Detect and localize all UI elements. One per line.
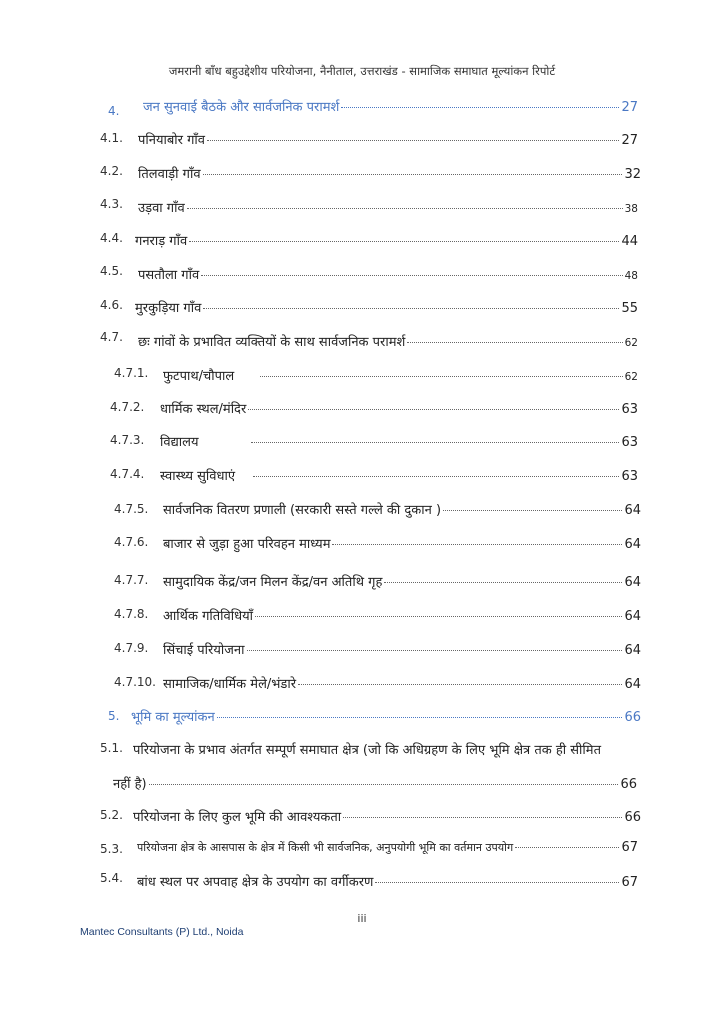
leader-dots (255, 616, 622, 617)
toc-title-continuation: नहीं है) (113, 777, 147, 792)
toc-number: 4.7.1. (114, 366, 149, 380)
leader-dots (247, 650, 623, 651)
toc-title: मुरकुड़िया गाँव (135, 301, 202, 316)
toc-entry[interactable] (163, 572, 641, 590)
toc-title: बाजार से जुड़ा हुआ परिवहन माध्यम (163, 537, 331, 552)
toc-page: 67 (621, 840, 638, 855)
toc-number: 4.7.3. (110, 433, 145, 447)
toc-page: 64 (624, 575, 641, 590)
toc-number: 4.7.2. (110, 400, 145, 414)
toc-entry[interactable] (138, 164, 641, 182)
leader-dots (248, 409, 619, 410)
toc-title: जन सुनवाई बैठके और सार्वजनिक परामर्श (143, 100, 340, 115)
toc-page: 63 (621, 435, 638, 450)
toc-entry[interactable] (135, 231, 638, 249)
toc-title: फुटपाथ/चौपाल (163, 369, 235, 384)
toc-title: धार्मिक स्थल/मंदिर (160, 402, 247, 417)
toc-title: पनियाबोर गाँव (138, 133, 206, 148)
toc-page: 63 (621, 402, 638, 417)
leader-dots (251, 442, 620, 443)
leader-dots (515, 847, 619, 848)
page-number: iii (357, 912, 367, 925)
toc-entry-continuation[interactable] (113, 774, 637, 792)
toc-title: सिंचाई परियोजना (163, 643, 245, 658)
toc-number: 4.2. (100, 164, 123, 178)
toc-page: 64 (624, 503, 641, 518)
leader-dots (203, 308, 619, 309)
leader-dots (375, 882, 619, 883)
toc-number: 4.7.6. (114, 535, 149, 549)
leader-dots (384, 582, 622, 583)
toc-page: 62 (624, 371, 638, 383)
toc-page: 67 (621, 875, 638, 890)
toc-title: पसतौला गाँव (138, 268, 200, 283)
toc-entry[interactable] (160, 399, 638, 417)
toc-number: 4.6. (100, 298, 123, 312)
leader-dots (298, 684, 622, 685)
toc-entry[interactable] (143, 97, 638, 115)
toc-title: छः गांवों के प्रभावित व्यक्तियों के साथ सार्वजनिक परामर्श (138, 335, 406, 350)
toc-page: 66 (624, 710, 641, 725)
toc-title: भूमि का मूल्यांकन (131, 710, 215, 725)
toc-entry[interactable] (163, 674, 641, 692)
toc-title[interactable]: परियोजना के प्रभाव अंतर्गत सम्पूर्ण समाघात क्षेत्र (जो कि अधिग्रहण के लिए भूमि क्षेत्र तक ही सीमित (133, 743, 601, 758)
toc-page: 55 (621, 301, 638, 316)
toc-entry[interactable] (138, 265, 638, 283)
toc-entry[interactable] (133, 807, 641, 825)
toc-entry[interactable] (138, 130, 638, 148)
toc-entry[interactable] (163, 534, 641, 552)
toc-page: 64 (624, 643, 641, 658)
leader-dots (149, 784, 619, 785)
toc-title: गनराड़ गाँव (135, 234, 188, 249)
leader-dots (203, 174, 623, 175)
toc-number: 4.4. (100, 231, 123, 245)
toc-entry[interactable] (138, 198, 638, 216)
toc-entry[interactable] (163, 366, 638, 384)
leader-dots (260, 376, 622, 377)
toc-number: 4.1. (100, 131, 123, 145)
toc-number: 4.7. (100, 330, 123, 344)
toc-title: सामाजिक/धार्मिक मेले/भंडारे (163, 677, 297, 692)
toc-number: 4.5. (100, 264, 123, 278)
toc-entry[interactable] (160, 432, 638, 450)
leader-dots (189, 241, 619, 242)
toc-page: 63 (621, 469, 638, 484)
toc-page: 27 (621, 100, 638, 115)
toc-title: सार्वजनिक वितरण प्रणाली (सरकारी सस्ते गल्ले की दुकान ) (163, 503, 442, 518)
toc-number: 4.7.9. (114, 641, 149, 655)
toc-entry[interactable] (163, 640, 641, 658)
toc-number: 4.7.8. (114, 607, 149, 621)
toc-entry[interactable] (160, 466, 638, 484)
toc-title: परियोजना क्षेत्र के आसपास के क्षेत्र में किसी भी सार्वजनिक, अनुपयोगी भूमि का वर्तमान उपयोग (137, 841, 514, 854)
toc-page: 64 (624, 677, 641, 692)
toc-title: तिलवाड़ी गाँव (138, 167, 201, 182)
toc-title: आर्थिक गतिविधियाँ (163, 609, 254, 624)
toc-number: 5.1. (100, 741, 123, 755)
toc-page: 66 (624, 810, 641, 825)
toc-entry[interactable] (163, 606, 641, 624)
toc-title: स्वास्थ्य सुविधाएं (160, 469, 236, 484)
toc-number: 5.4. (100, 871, 123, 885)
leader-dots (217, 717, 623, 718)
leader-dots (201, 275, 622, 276)
leader-dots (407, 342, 622, 343)
leader-dots (207, 140, 619, 141)
toc-number: 4.7.7. (114, 573, 149, 587)
toc-page: 38 (624, 203, 638, 215)
leader-dots (253, 476, 619, 477)
toc-page: 62 (624, 337, 638, 349)
leader-dots (332, 544, 622, 545)
leader-dots (443, 510, 622, 511)
toc-page: 32 (624, 167, 641, 182)
running-header: जमरानी बाँध बहुउद्देशीय परियोजना, नैनीताल, उत्तराखंड - सामाजिक समाघात मूल्यांकन रिपोर्ट (168, 64, 556, 78)
toc-title: उड़वा गाँव (138, 201, 185, 216)
toc-page: 66 (620, 777, 637, 792)
toc-number: 4.7.5. (114, 502, 149, 516)
toc-entry[interactable] (137, 872, 638, 890)
toc-entry[interactable] (138, 332, 638, 350)
toc-entry[interactable] (137, 840, 638, 855)
leader-dots (343, 817, 622, 818)
toc-entry[interactable] (163, 500, 641, 518)
toc-page: 64 (624, 537, 641, 552)
footer-company: Mantec Consultants (P) Ltd., Noida (80, 926, 244, 938)
toc-title: सामुदायिक केंद्र/जन मिलन केंद्र/वन अतिथि गृह (163, 575, 383, 590)
toc-number: 4. (108, 104, 120, 118)
toc-number: 5. (108, 709, 120, 723)
toc-title: परियोजना के लिए कुल भूमि की आवश्यकता (133, 810, 342, 825)
toc-number: 5.3. (100, 842, 123, 856)
toc-number: 5.2. (100, 808, 123, 822)
toc-page: 27 (621, 133, 638, 148)
toc-title: बांध स्थल पर अपवाह क्षेत्र के उपयोग का वर्गीकरण (137, 875, 374, 890)
toc-entry[interactable] (131, 707, 641, 725)
leader-dots (341, 107, 619, 108)
toc-entry[interactable] (135, 298, 638, 316)
leader-dots (187, 208, 623, 209)
toc-number: 4.3. (100, 197, 123, 211)
toc-title: विद्यालय (160, 435, 199, 450)
toc-page: 44 (621, 234, 638, 249)
toc-page: 64 (624, 609, 641, 624)
toc-number: 4.7.10. (114, 675, 156, 689)
toc-number: 4.7.4. (110, 467, 145, 481)
toc-page: 48 (624, 270, 638, 282)
